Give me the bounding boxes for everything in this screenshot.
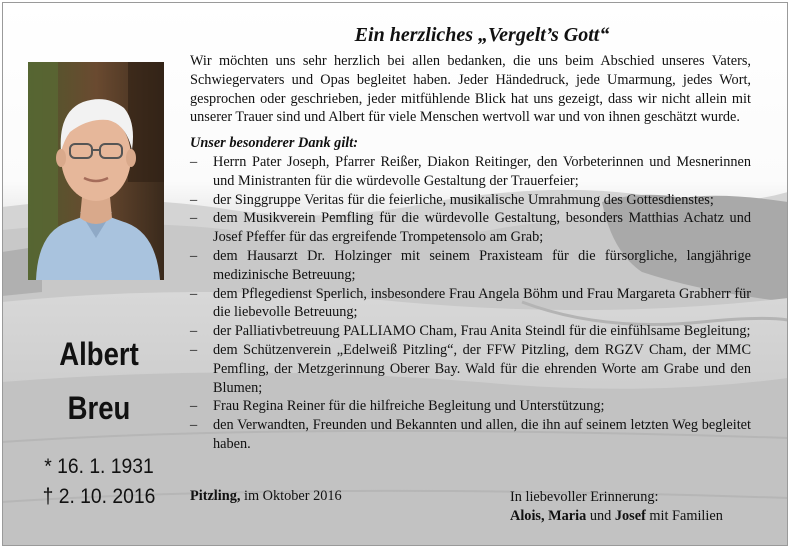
list-item <box>190 322 751 341</box>
memory-names <box>510 507 723 526</box>
dash-bullet: – <box>190 341 198 358</box>
list-item-text: der Palliativbetreuung PALLIAMO Cham, Frau Anita Steindl für die einfühlsame Begleitung; <box>213 323 751 340</box>
portrait-photo <box>28 62 164 280</box>
list-item-text: der Singgruppe Veritas für die feierliche, musikalische Umrahmung des Gottesdienstes; <box>213 191 714 208</box>
memory-line: In liebevoller Erinnerung: <box>510 489 659 505</box>
birth-date: * 16. 1. 1931 <box>44 455 154 478</box>
place-name: Pitzling, <box>190 488 241 504</box>
list-item <box>190 341 751 397</box>
list-item <box>190 247 751 285</box>
list-item <box>190 153 751 191</box>
intro-paragraph: Wir möchten uns sehr herzlich bei allen bedanken, die uns beim Abschied unseres Vaters, Schwiegervaters und Opas begleitet haben. Jeder Händedruck, jede Umarmung, jedes Wort, gesprochen oder geschrieben, jeder mitfühlende Blick hat uns gezeigt, dass wir nicht allein mit unserer Trauer sind und Albert für viele Menschen wertvoll war und von ihnen geschätzt wurde. <box>190 53 751 126</box>
dash-bullet: – <box>190 210 198 227</box>
thanks-text <box>190 52 751 454</box>
list-item-text: dem Hausarzt Dr. Holzinger mit seinem Praxisteam für die fürsorgliche, langjährige medizinische Betreuung; <box>213 247 751 283</box>
page-title: Ein herzliches „Vergelt’s Gott“ <box>354 24 610 46</box>
place-date: im Oktober 2016 <box>244 488 342 504</box>
list-item-text: Frau Regina Reiner für die hilfreiche Begleitung und Unterstützung; <box>213 398 605 415</box>
memory-and: und <box>589 508 612 524</box>
first-name: Albert <box>59 336 139 372</box>
memory-rest: mit Familien <box>649 508 723 524</box>
place-date-line <box>190 488 342 505</box>
list-item <box>190 397 751 416</box>
thanks-list <box>190 153 751 454</box>
dash-bullet: – <box>190 417 198 434</box>
dash-bullet: – <box>190 285 198 302</box>
list-item <box>190 209 751 247</box>
thanks-heading: Unser besonderer Dank gilt: <box>190 135 358 152</box>
dash-bullet: – <box>190 153 198 170</box>
list-item-text: dem Schützenverein „Edelweiß Pitzling“, der FFW Pitzling, dem RGZV Cham, der MMC Pemfling, der Metzgerinnung Oberer Bay. Wald für die ehrenden Worte am Grabe und den Blumen; <box>213 341 751 396</box>
list-item <box>190 191 751 210</box>
list-item-text: dem Musikverein Pemfling für die würdevolle Gestaltung, besonders Matthias Achatz und Josef Pfeffer für das ergreifende Trompetensolo am Grab; <box>213 210 751 246</box>
dash-bullet: – <box>190 247 198 264</box>
list-item-text: den Verwandten, Freunden und Bekannten und allen, die ihn auf seinem letzten Weg begleitet haben. <box>213 417 751 452</box>
family-name-josef: Josef <box>614 508 646 524</box>
death-date: † 2. 10. 2016 <box>42 485 156 508</box>
last-name: Breu <box>67 390 131 426</box>
list-item <box>190 416 751 454</box>
dash-bullet: – <box>190 323 198 340</box>
memory-signature <box>510 488 723 526</box>
family-names: Alois, Maria <box>510 508 587 524</box>
list-item-text: dem Pflegedienst Sperlich, insbesondere Frau Angela Böhm und Frau Margareta Grabherr für die liebevolle Betreuung; <box>213 285 751 321</box>
dash-bullet: – <box>190 191 198 208</box>
obituary-card <box>2 2 788 546</box>
list-item <box>190 285 751 323</box>
dash-bullet: – <box>190 398 198 415</box>
list-item-text: Herrn Pater Joseph, Pfarrer Reißer, Diakon Reitinger, den Vorbeterinnen und Mesnerinnen und Ministranten für die würdevolle Gestaltung der Trauerfeier; <box>213 153 751 189</box>
